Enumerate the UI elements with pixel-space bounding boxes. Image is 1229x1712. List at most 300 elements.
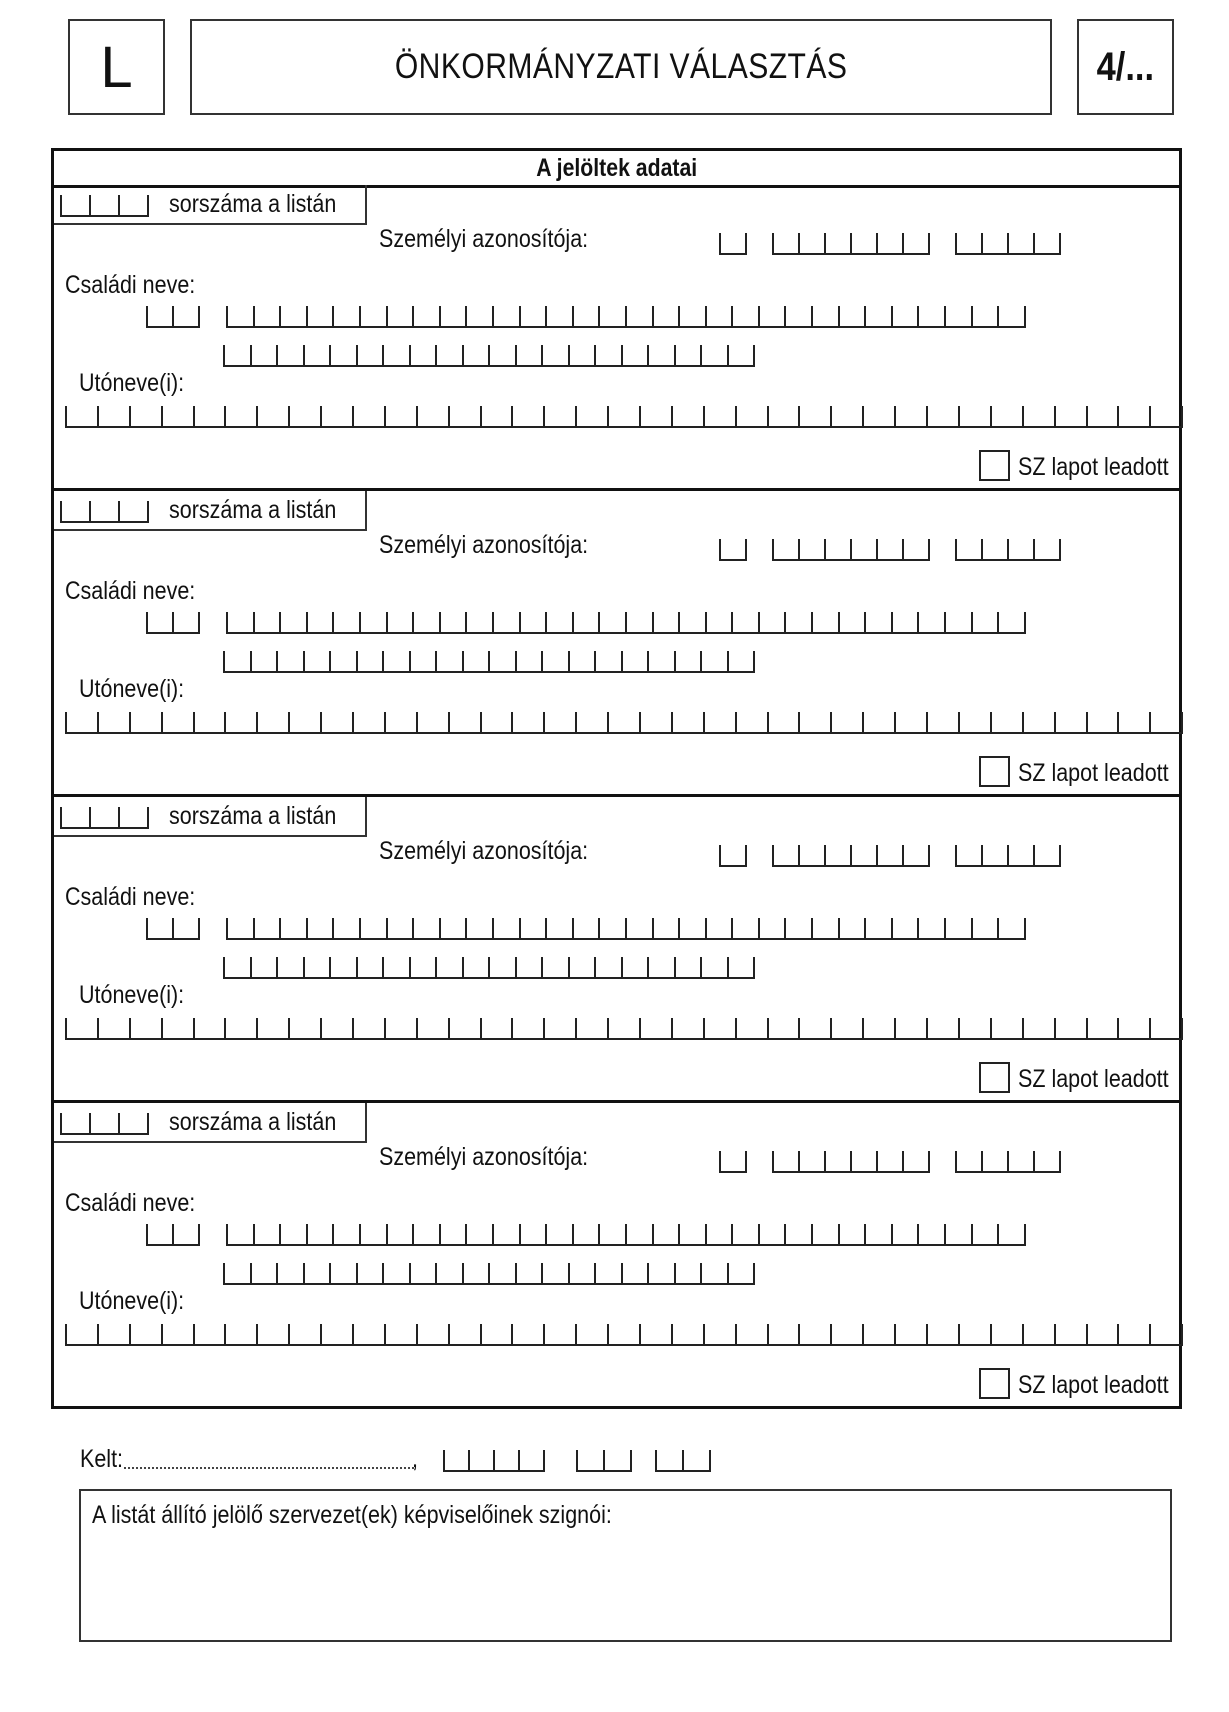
char-cell[interactable]	[570, 345, 597, 365]
char-cell[interactable]	[1056, 406, 1088, 426]
char-cell[interactable]	[322, 1324, 354, 1344]
char-cell[interactable]	[680, 306, 707, 326]
char-cell[interactable]	[649, 1263, 676, 1283]
char-cell[interactable]	[960, 712, 992, 732]
char-cell[interactable]	[973, 1224, 1000, 1244]
char-cell[interactable]	[520, 1450, 545, 1470]
char-cell[interactable]	[1088, 1018, 1120, 1038]
sz-submitted-checkbox[interactable]	[979, 450, 1010, 481]
char-cell[interactable]	[729, 651, 756, 671]
personal-id-sex-cell[interactable]	[719, 539, 747, 561]
char-cell[interactable]	[334, 1224, 361, 1244]
char-cell[interactable]	[878, 1151, 904, 1171]
char-cell[interactable]	[545, 1018, 577, 1038]
char-cell[interactable]	[1009, 539, 1035, 559]
char-cell[interactable]	[657, 1450, 684, 1470]
char-cell[interactable]	[1088, 406, 1120, 426]
order-number-cells[interactable]	[60, 1113, 149, 1135]
char-cell[interactable]	[386, 406, 418, 426]
char-cell[interactable]	[494, 918, 521, 938]
char-cell[interactable]	[513, 1324, 545, 1344]
char-cell[interactable]	[707, 306, 734, 326]
char-cell[interactable]	[441, 306, 468, 326]
char-cell[interactable]	[1009, 233, 1035, 253]
char-cell[interactable]	[769, 1324, 801, 1344]
char-cell[interactable]	[960, 406, 992, 426]
char-cell[interactable]	[464, 1263, 491, 1283]
char-cell[interactable]	[1151, 712, 1183, 732]
char-cell[interactable]	[574, 918, 601, 938]
char-cell[interactable]	[252, 651, 279, 671]
char-cell[interactable]	[919, 612, 946, 632]
char-cell[interactable]	[702, 651, 729, 671]
char-cell[interactable]	[866, 1224, 893, 1244]
char-cell[interactable]	[654, 612, 681, 632]
char-cell[interactable]	[482, 1018, 514, 1038]
char-cell[interactable]	[928, 1324, 960, 1344]
char-cell[interactable]	[737, 1018, 769, 1038]
char-cell[interactable]	[813, 1224, 840, 1244]
char-cell[interactable]	[832, 1324, 864, 1344]
char-cell[interactable]	[441, 612, 468, 632]
order-number-cells[interactable]	[60, 807, 149, 829]
char-cell[interactable]	[840, 1224, 867, 1244]
char-cell[interactable]	[163, 1324, 195, 1344]
char-cell[interactable]	[482, 1324, 514, 1344]
sz-submitted-checkbox[interactable]	[979, 1368, 1010, 1399]
char-cell[interactable]	[163, 406, 195, 426]
char-cell[interactable]	[545, 712, 577, 732]
char-cell[interactable]	[596, 345, 623, 365]
char-cell[interactable]	[67, 1324, 99, 1344]
char-cell[interactable]	[676, 1263, 703, 1283]
char-cell[interactable]	[195, 712, 227, 732]
char-cell[interactable]	[1119, 1324, 1151, 1344]
char-cell[interactable]	[278, 345, 305, 365]
char-cell[interactable]	[919, 1224, 946, 1244]
family-name-cells-row1[interactable]	[226, 306, 1026, 328]
char-cell[interactable]	[570, 651, 597, 671]
char-cell[interactable]	[852, 1151, 878, 1171]
char-cell[interactable]	[305, 345, 332, 365]
char-cell[interactable]	[1151, 406, 1183, 426]
char-cell[interactable]	[707, 1224, 734, 1244]
char-cell[interactable]	[226, 712, 258, 732]
char-cell[interactable]	[358, 1263, 385, 1283]
char-cell[interactable]	[361, 918, 388, 938]
char-cell[interactable]	[494, 612, 521, 632]
given-names-cells[interactable]	[65, 712, 1183, 734]
char-cell[interactable]	[418, 1018, 450, 1038]
char-cell[interactable]	[545, 406, 577, 426]
given-names-cells[interactable]	[65, 406, 1183, 428]
char-cell[interactable]	[721, 233, 747, 253]
order-number-cells[interactable]	[60, 501, 149, 523]
char-cell[interactable]	[494, 306, 521, 326]
family-name-prefix-cells[interactable]	[146, 306, 200, 328]
char-cell[interactable]	[864, 712, 896, 732]
char-cell[interactable]	[813, 306, 840, 326]
char-cell[interactable]	[623, 1263, 650, 1283]
char-cell[interactable]	[418, 406, 450, 426]
char-cell[interactable]	[769, 1018, 801, 1038]
char-cell[interactable]	[654, 918, 681, 938]
char-cell[interactable]	[91, 501, 120, 521]
char-cell[interactable]	[437, 345, 464, 365]
char-cell[interactable]	[946, 1224, 973, 1244]
char-cell[interactable]	[414, 306, 441, 326]
char-cell[interactable]	[467, 306, 494, 326]
char-cell[interactable]	[1035, 539, 1061, 559]
char-cell[interactable]	[331, 651, 358, 671]
char-cell[interactable]	[225, 651, 252, 671]
char-cell[interactable]	[225, 957, 252, 977]
char-cell[interactable]	[983, 1151, 1009, 1171]
char-cell[interactable]	[174, 1224, 200, 1244]
char-cell[interactable]	[226, 1018, 258, 1038]
family-name-prefix-cells[interactable]	[146, 1224, 200, 1246]
char-cell[interactable]	[305, 651, 332, 671]
char-cell[interactable]	[255, 918, 282, 938]
char-cell[interactable]	[1024, 1324, 1056, 1344]
char-cell[interactable]	[702, 957, 729, 977]
char-cell[interactable]	[148, 612, 174, 632]
char-cell[interactable]	[281, 918, 308, 938]
char-cell[interactable]	[163, 1018, 195, 1038]
char-cell[interactable]	[450, 1324, 482, 1344]
char-cell[interactable]	[437, 1263, 464, 1283]
char-cell[interactable]	[893, 306, 920, 326]
char-cell[interactable]	[354, 1018, 386, 1038]
char-cell[interactable]	[361, 612, 388, 632]
char-cell[interactable]	[281, 612, 308, 632]
char-cell[interactable]	[928, 1018, 960, 1038]
char-cell[interactable]	[414, 1224, 441, 1244]
char-cell[interactable]	[543, 1263, 570, 1283]
char-cell[interactable]	[574, 1224, 601, 1244]
char-cell[interactable]	[649, 651, 676, 671]
char-cell[interactable]	[467, 612, 494, 632]
char-cell[interactable]	[733, 306, 760, 326]
char-cell[interactable]	[482, 712, 514, 732]
char-cell[interactable]	[517, 1263, 544, 1283]
char-cell[interactable]	[826, 845, 852, 865]
char-cell[interactable]	[946, 306, 973, 326]
family-name-prefix-cells[interactable]	[146, 918, 200, 940]
char-cell[interactable]	[411, 957, 438, 977]
char-cell[interactable]	[992, 712, 1024, 732]
char-cell[interactable]	[733, 612, 760, 632]
char-cell[interactable]	[676, 957, 703, 977]
char-cell[interactable]	[99, 406, 131, 426]
char-cell[interactable]	[577, 712, 609, 732]
char-cell[interactable]	[467, 918, 494, 938]
char-cell[interactable]	[334, 918, 361, 938]
char-cell[interactable]	[513, 406, 545, 426]
char-cell[interactable]	[627, 306, 654, 326]
char-cell[interactable]	[354, 406, 386, 426]
char-cell[interactable]	[131, 1324, 163, 1344]
char-cell[interactable]	[386, 712, 418, 732]
char-cell[interactable]	[62, 807, 91, 827]
char-cell[interactable]	[278, 1263, 305, 1283]
char-cell[interactable]	[904, 539, 930, 559]
char-cell[interactable]	[517, 957, 544, 977]
char-cell[interactable]	[760, 918, 787, 938]
char-cell[interactable]	[641, 1018, 673, 1038]
char-cell[interactable]	[570, 1263, 597, 1283]
personal-id-serial-cells[interactable]	[955, 539, 1061, 561]
char-cell[interactable]	[91, 807, 120, 827]
char-cell[interactable]	[148, 1224, 174, 1244]
char-cell[interactable]	[386, 1324, 418, 1344]
char-cell[interactable]	[334, 612, 361, 632]
char-cell[interactable]	[729, 957, 756, 977]
char-cell[interactable]	[450, 712, 482, 732]
char-cell[interactable]	[358, 651, 385, 671]
char-cell[interactable]	[866, 612, 893, 632]
char-cell[interactable]	[228, 612, 255, 632]
char-cell[interactable]	[258, 406, 290, 426]
char-cell[interactable]	[148, 918, 174, 938]
char-cell[interactable]	[290, 1018, 322, 1038]
char-cell[interactable]	[774, 1151, 800, 1171]
date-month-cells[interactable]	[576, 1450, 632, 1472]
char-cell[interactable]	[67, 1018, 99, 1038]
char-cell[interactable]	[226, 406, 258, 426]
given-names-cells[interactable]	[65, 1324, 1183, 1346]
char-cell[interactable]	[596, 957, 623, 977]
char-cell[interactable]	[769, 712, 801, 732]
char-cell[interactable]	[418, 712, 450, 732]
personal-id-serial-cells[interactable]	[955, 1151, 1061, 1173]
char-cell[interactable]	[904, 1151, 930, 1171]
char-cell[interactable]	[919, 918, 946, 938]
char-cell[interactable]	[999, 612, 1026, 632]
char-cell[interactable]	[281, 1224, 308, 1244]
char-cell[interactable]	[1088, 712, 1120, 732]
char-cell[interactable]	[226, 1324, 258, 1344]
char-cell[interactable]	[866, 306, 893, 326]
char-cell[interactable]	[676, 651, 703, 671]
char-cell[interactable]	[928, 712, 960, 732]
char-cell[interactable]	[482, 406, 514, 426]
char-cell[interactable]	[91, 1113, 120, 1133]
char-cell[interactable]	[1009, 845, 1035, 865]
char-cell[interactable]	[99, 1018, 131, 1038]
char-cell[interactable]	[769, 406, 801, 426]
char-cell[interactable]	[702, 1263, 729, 1283]
char-cell[interactable]	[62, 501, 91, 521]
family-name-cells-row2[interactable]	[223, 957, 755, 979]
personal-id-sex-cell[interactable]	[719, 1151, 747, 1173]
char-cell[interactable]	[800, 406, 832, 426]
char-cell[interactable]	[120, 1113, 149, 1133]
char-cell[interactable]	[120, 195, 149, 215]
char-cell[interactable]	[414, 918, 441, 938]
char-cell[interactable]	[705, 1018, 737, 1038]
family-name-cells-row2[interactable]	[223, 345, 755, 367]
char-cell[interactable]	[1088, 1324, 1120, 1344]
char-cell[interactable]	[737, 712, 769, 732]
char-cell[interactable]	[609, 1324, 641, 1344]
char-cell[interactable]	[543, 651, 570, 671]
char-cell[interactable]	[543, 957, 570, 977]
char-cell[interactable]	[322, 406, 354, 426]
char-cell[interactable]	[840, 612, 867, 632]
char-cell[interactable]	[255, 612, 282, 632]
char-cell[interactable]	[928, 406, 960, 426]
char-cell[interactable]	[1151, 1324, 1183, 1344]
char-cell[interactable]	[228, 1224, 255, 1244]
char-cell[interactable]	[331, 1263, 358, 1283]
char-cell[interactable]	[673, 406, 705, 426]
char-cell[interactable]	[840, 306, 867, 326]
char-cell[interactable]	[464, 651, 491, 671]
char-cell[interactable]	[999, 918, 1026, 938]
char-cell[interactable]	[255, 306, 282, 326]
char-cell[interactable]	[470, 1450, 495, 1470]
char-cell[interactable]	[521, 918, 548, 938]
family-name-cells-row1[interactable]	[226, 1224, 1026, 1246]
char-cell[interactable]	[354, 1324, 386, 1344]
char-cell[interactable]	[896, 712, 928, 732]
char-cell[interactable]	[278, 957, 305, 977]
char-cell[interactable]	[547, 918, 574, 938]
char-cell[interactable]	[411, 651, 438, 671]
char-cell[interactable]	[120, 501, 149, 521]
char-cell[interactable]	[1151, 1018, 1183, 1038]
char-cell[interactable]	[574, 306, 601, 326]
char-cell[interactable]	[800, 233, 826, 253]
char-cell[interactable]	[864, 406, 896, 426]
date-year-cells[interactable]	[443, 1450, 545, 1472]
char-cell[interactable]	[574, 612, 601, 632]
personal-id-birth-cells[interactable]	[772, 539, 930, 561]
char-cell[interactable]	[388, 918, 415, 938]
char-cell[interactable]	[384, 957, 411, 977]
char-cell[interactable]	[737, 1324, 769, 1344]
char-cell[interactable]	[673, 1324, 705, 1344]
char-cell[interactable]	[957, 845, 983, 865]
char-cell[interactable]	[1056, 1324, 1088, 1344]
char-cell[interactable]	[729, 1263, 756, 1283]
char-cell[interactable]	[760, 612, 787, 632]
char-cell[interactable]	[163, 712, 195, 732]
char-cell[interactable]	[418, 1324, 450, 1344]
personal-id-serial-cells[interactable]	[955, 233, 1061, 255]
char-cell[interactable]	[331, 345, 358, 365]
char-cell[interactable]	[826, 233, 852, 253]
char-cell[interactable]	[252, 1263, 279, 1283]
char-cell[interactable]	[946, 918, 973, 938]
char-cell[interactable]	[388, 1224, 415, 1244]
char-cell[interactable]	[99, 1324, 131, 1344]
char-cell[interactable]	[904, 845, 930, 865]
family-name-cells-row2[interactable]	[223, 1263, 755, 1285]
char-cell[interactable]	[623, 957, 650, 977]
char-cell[interactable]	[495, 1450, 520, 1470]
char-cell[interactable]	[490, 1263, 517, 1283]
char-cell[interactable]	[228, 306, 255, 326]
personal-id-sex-cell[interactable]	[719, 845, 747, 867]
char-cell[interactable]	[957, 233, 983, 253]
char-cell[interactable]	[680, 1224, 707, 1244]
char-cell[interactable]	[354, 712, 386, 732]
char-cell[interactable]	[308, 306, 335, 326]
personal-id-serial-cells[interactable]	[955, 845, 1061, 867]
char-cell[interactable]	[388, 612, 415, 632]
char-cell[interactable]	[786, 306, 813, 326]
personal-id-sex-cell[interactable]	[719, 233, 747, 255]
char-cell[interactable]	[67, 712, 99, 732]
char-cell[interactable]	[707, 918, 734, 938]
char-cell[interactable]	[290, 406, 322, 426]
char-cell[interactable]	[334, 306, 361, 326]
char-cell[interactable]	[705, 1324, 737, 1344]
char-cell[interactable]	[62, 1113, 91, 1133]
char-cell[interactable]	[600, 1224, 627, 1244]
char-cell[interactable]	[705, 712, 737, 732]
char-cell[interactable]	[384, 345, 411, 365]
char-cell[interactable]	[729, 345, 756, 365]
char-cell[interactable]	[464, 345, 491, 365]
char-cell[interactable]	[290, 712, 322, 732]
char-cell[interactable]	[358, 345, 385, 365]
personal-id-birth-cells[interactable]	[772, 233, 930, 255]
char-cell[interactable]	[946, 612, 973, 632]
char-cell[interactable]	[577, 1018, 609, 1038]
char-cell[interactable]	[388, 306, 415, 326]
char-cell[interactable]	[641, 1324, 673, 1344]
char-cell[interactable]	[992, 1324, 1024, 1344]
char-cell[interactable]	[600, 612, 627, 632]
char-cell[interactable]	[999, 1224, 1026, 1244]
char-cell[interactable]	[547, 612, 574, 632]
char-cell[interactable]	[737, 406, 769, 426]
char-cell[interactable]	[131, 406, 163, 426]
char-cell[interactable]	[441, 1224, 468, 1244]
char-cell[interactable]	[904, 233, 930, 253]
char-cell[interactable]	[521, 1224, 548, 1244]
char-cell[interactable]	[973, 918, 1000, 938]
char-cell[interactable]	[864, 1018, 896, 1038]
char-cell[interactable]	[878, 845, 904, 865]
char-cell[interactable]	[840, 918, 867, 938]
char-cell[interactable]	[878, 233, 904, 253]
char-cell[interactable]	[517, 651, 544, 671]
char-cell[interactable]	[467, 1224, 494, 1244]
char-cell[interactable]	[702, 345, 729, 365]
char-cell[interactable]	[252, 345, 279, 365]
char-cell[interactable]	[358, 957, 385, 977]
char-cell[interactable]	[290, 1324, 322, 1344]
char-cell[interactable]	[331, 957, 358, 977]
char-cell[interactable]	[494, 1224, 521, 1244]
char-cell[interactable]	[649, 345, 676, 365]
char-cell[interactable]	[450, 406, 482, 426]
char-cell[interactable]	[960, 1018, 992, 1038]
char-cell[interactable]	[826, 539, 852, 559]
char-cell[interactable]	[707, 612, 734, 632]
char-cell[interactable]	[62, 195, 91, 215]
char-cell[interactable]	[437, 651, 464, 671]
char-cell[interactable]	[800, 712, 832, 732]
char-cell[interactable]	[800, 539, 826, 559]
char-cell[interactable]	[983, 539, 1009, 559]
char-cell[interactable]	[832, 406, 864, 426]
char-cell[interactable]	[322, 712, 354, 732]
